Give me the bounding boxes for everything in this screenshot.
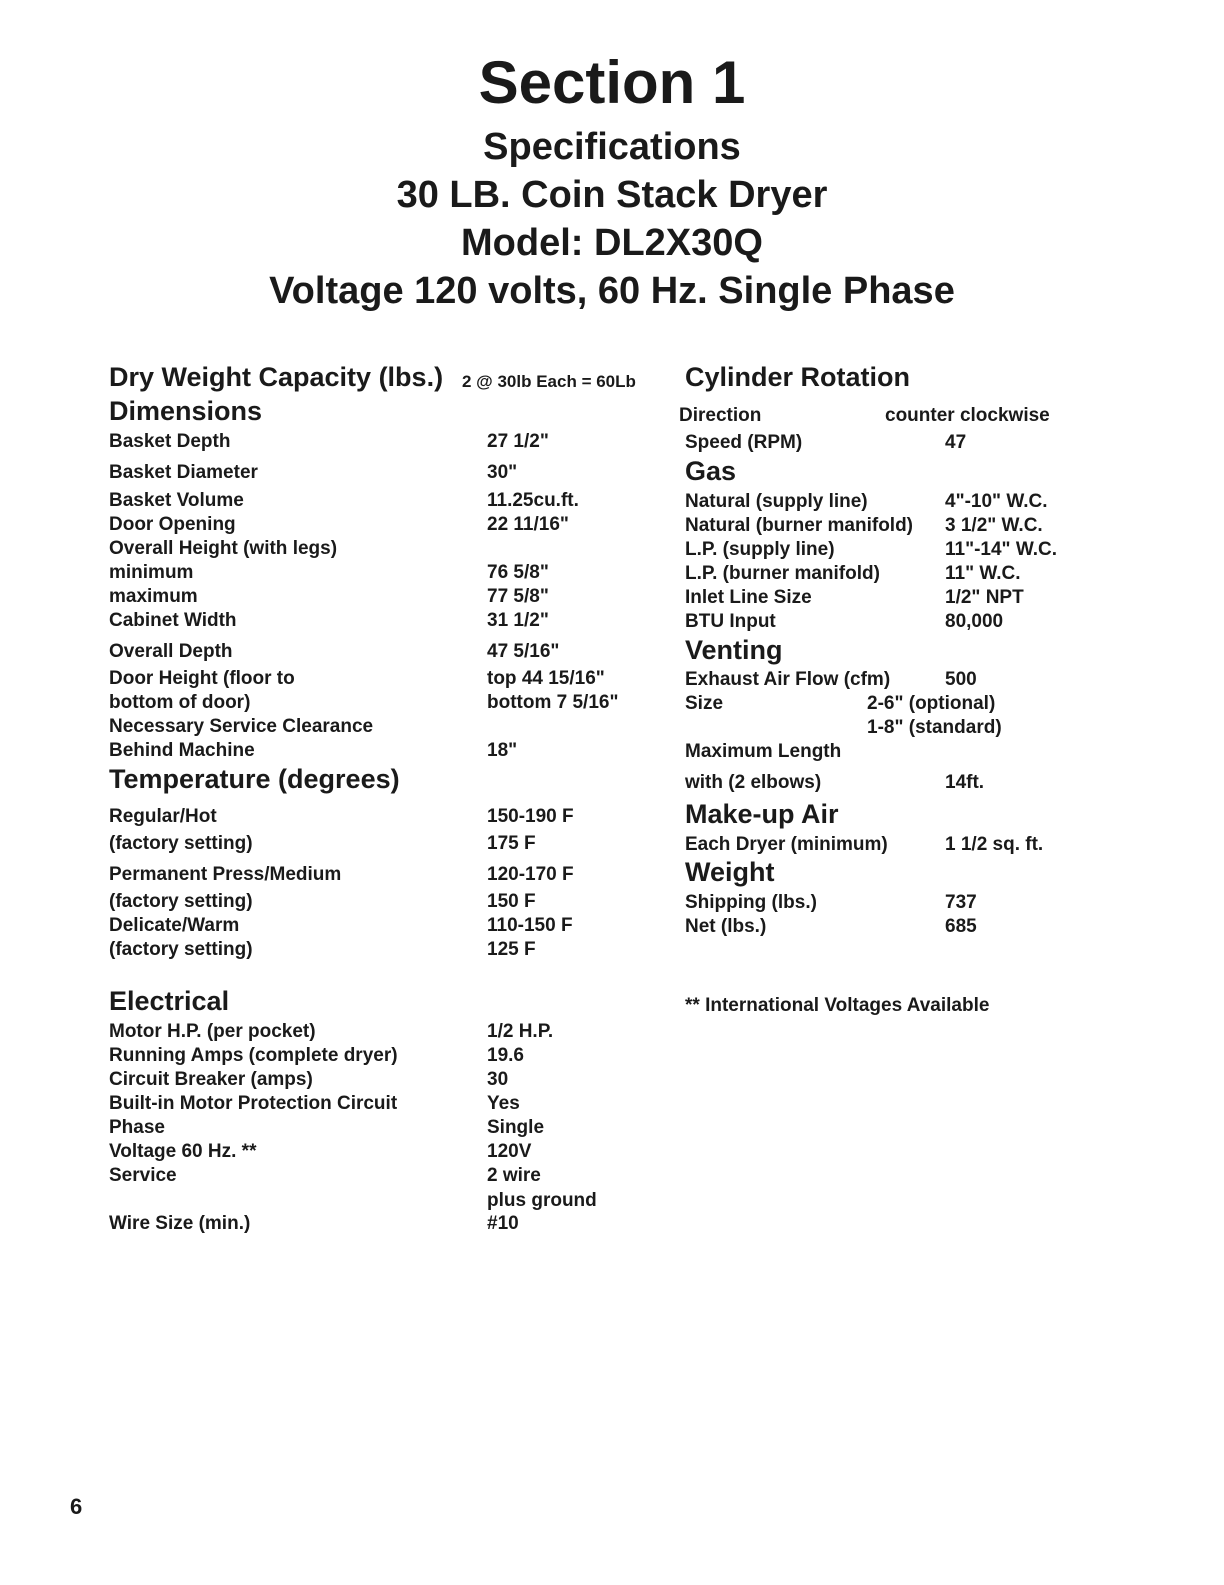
- dimension-value: 47 5/16": [487, 641, 560, 662]
- makeup-air-label: Each Dryer (minimum): [685, 834, 888, 855]
- temperature-value: 175 F: [487, 833, 536, 854]
- dimension-label: Behind Machine: [109, 740, 255, 761]
- electrical-value: plus ground: [487, 1190, 597, 1211]
- dimension-value: 30": [487, 462, 518, 483]
- temperature-value: 120-170 F: [487, 864, 574, 885]
- temperature-label: Regular/Hot: [109, 806, 217, 827]
- dimension-value: 76 5/8": [487, 562, 549, 583]
- electrical-value: 2 wire: [487, 1165, 541, 1186]
- product-name: 30 LB. Coin Stack Dryer: [396, 174, 828, 216]
- weight-heading: Weight: [685, 857, 775, 887]
- dimension-value: 18": [487, 740, 518, 761]
- gas-heading: Gas: [685, 456, 737, 486]
- page-number: 6: [70, 1494, 83, 1519]
- gas-value: 11"-14" W.C.: [945, 539, 1058, 560]
- dimension-value: bottom 7 5/16": [487, 692, 619, 713]
- temperature-label: Permanent Press/Medium: [109, 864, 342, 885]
- temperature-value: 150 F: [487, 891, 536, 912]
- gas-label: L.P. (supply line): [685, 539, 835, 560]
- net-weight-label: Net (lbs.): [685, 916, 767, 937]
- model-number: Model: DL2X30Q: [461, 222, 763, 264]
- electrical-label: Built-in Motor Protection Circuit: [109, 1093, 398, 1114]
- dimension-value: 77 5/8": [487, 586, 549, 607]
- electrical-label: Motor H.P. (per pocket): [109, 1021, 316, 1042]
- makeup-air-value: 1 1/2 sq. ft.: [945, 834, 1044, 855]
- capacity-value: 2 @ 30lb Each = 60Lb: [462, 372, 636, 391]
- direction-value: counter clockwise: [885, 405, 1050, 426]
- dimension-value: 31 1/2": [487, 610, 549, 631]
- net-weight-value: 685: [945, 916, 977, 937]
- temperature-label: (factory setting): [109, 833, 253, 854]
- temperature-value: 125 F: [487, 939, 536, 960]
- temperature-value: 110-150 F: [487, 915, 573, 936]
- dimension-label: Basket Volume: [109, 490, 244, 511]
- gas-label: Inlet Line Size: [685, 587, 812, 608]
- section-title: Section 1: [478, 49, 746, 116]
- gas-value: 1/2" NPT: [945, 587, 1024, 608]
- max-length-value: 14ft.: [945, 772, 985, 793]
- gas-value: 11" W.C.: [945, 563, 1021, 584]
- capacity-label: Dry Weight Capacity (lbs.): [109, 362, 444, 392]
- electrical-value: 1/2 H.P.: [487, 1021, 554, 1042]
- electrical-value: Single: [487, 1117, 545, 1138]
- exhaust-value: 500: [945, 669, 977, 690]
- electrical-label: Phase: [109, 1117, 165, 1138]
- gas-label: L.P. (burner manifold): [685, 563, 880, 584]
- electrical-label: Service: [109, 1165, 177, 1186]
- shipping-weight-label: Shipping (lbs.): [685, 892, 817, 913]
- electrical-value: 30: [487, 1069, 509, 1090]
- exhaust-label: Exhaust Air Flow (cfm): [685, 669, 891, 690]
- max-length-label: Maximum Length: [685, 741, 842, 762]
- gas-value: 80,000: [945, 611, 1004, 632]
- venting-heading: Venting: [685, 635, 783, 665]
- vent-size-label: Size: [685, 693, 724, 714]
- dimension-label: Basket Depth: [109, 431, 231, 452]
- dimension-label: minimum: [109, 562, 194, 583]
- electrical-label: Wire Size (min.): [109, 1213, 251, 1234]
- cylinder-heading: Cylinder Rotation: [685, 362, 911, 392]
- speed-label: Speed (RPM): [685, 432, 803, 453]
- temperature-value: 150-190 F: [487, 806, 574, 827]
- vent-size-optional: 2-6" (optional): [867, 693, 996, 714]
- gas-value: 4"-10" W.C.: [945, 491, 1048, 512]
- dimension-label: Basket Diameter: [109, 462, 258, 483]
- dimension-value: 27 1/2": [487, 431, 549, 452]
- dimension-label: bottom of door): [109, 692, 251, 713]
- voltage-spec: Voltage 120 volts, 60 Hz. Single Phase: [269, 270, 955, 312]
- page-subtitle: Specifications: [483, 126, 741, 168]
- temperature-label: Delicate/Warm: [109, 915, 240, 936]
- dimension-label: Necessary Service Clearance: [109, 716, 374, 737]
- direction-label: Direction: [679, 405, 762, 426]
- dimension-value: 22 11/16": [487, 514, 569, 535]
- dimension-label: maximum: [109, 586, 198, 607]
- temperature-heading: Temperature (degrees): [109, 764, 400, 794]
- electrical-value: Yes: [487, 1093, 520, 1114]
- footnote: ** International Voltages Available: [685, 995, 990, 1016]
- electrical-value: 120V: [487, 1141, 532, 1162]
- makeup-air-heading: Make-up Air: [685, 799, 839, 829]
- electrical-value: #10: [487, 1213, 519, 1234]
- max-length-label: with (2 elbows): [685, 772, 822, 793]
- dimension-value: top 44 15/16": [487, 668, 605, 689]
- dimension-label: Overall Height (with legs): [109, 538, 338, 559]
- temperature-label: (factory setting): [109, 939, 253, 960]
- electrical-label: Voltage 60 Hz. **: [109, 1141, 257, 1162]
- vent-size-standard: 1-8" (standard): [867, 717, 1002, 738]
- dimension-label: Door Height (floor to: [109, 668, 295, 689]
- dimension-label: Door Opening: [109, 514, 236, 535]
- gas-label: Natural (supply line): [685, 491, 868, 512]
- electrical-label: Running Amps (complete dryer): [109, 1045, 398, 1066]
- speed-value: 47: [945, 432, 967, 453]
- gas-label: BTU Input: [685, 611, 776, 632]
- gas-label: Natural (burner manifold): [685, 515, 914, 536]
- gas-value: 3 1/2" W.C.: [945, 515, 1043, 536]
- electrical-label: Circuit Breaker (amps): [109, 1069, 313, 1090]
- electrical-heading: Electrical: [109, 986, 230, 1016]
- dimension-label: Overall Depth: [109, 641, 233, 662]
- electrical-value: 19.6: [487, 1045, 524, 1066]
- dimensions-heading: Dimensions: [109, 396, 263, 426]
- temperature-label: (factory setting): [109, 891, 253, 912]
- dimension-label: Cabinet Width: [109, 610, 237, 631]
- dimension-value: 11.25cu.ft.: [487, 490, 579, 511]
- shipping-weight-value: 737: [945, 892, 977, 913]
